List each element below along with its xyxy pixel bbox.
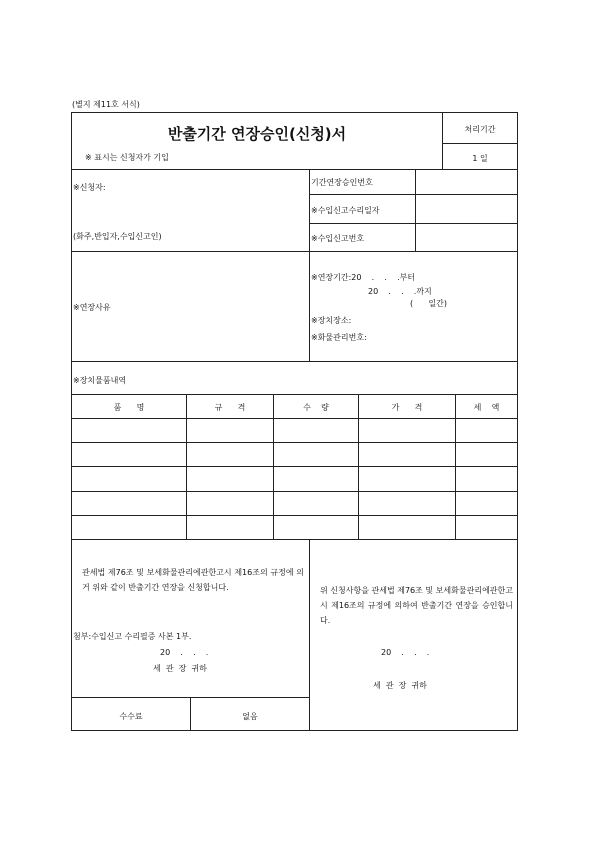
column-header-tax: 세 액 bbox=[473, 403, 500, 412]
frame-bottom bbox=[71, 730, 518, 731]
declaration-date: 20 . . . bbox=[160, 648, 209, 657]
document-title: 반출기간 연장승인(신청)서 bbox=[167, 125, 347, 143]
processing-divider bbox=[442, 143, 518, 144]
extension-reason-label: ※연장사유 bbox=[73, 303, 111, 312]
goods-header-top bbox=[71, 394, 518, 395]
column-header-name: 품 명 bbox=[113, 403, 145, 412]
applicant-divider bbox=[309, 169, 310, 251]
right-fields-divider bbox=[415, 169, 416, 251]
frame-right bbox=[517, 112, 518, 731]
goods-table-bottom bbox=[71, 539, 518, 540]
frame-top bbox=[71, 112, 518, 113]
declaration-text: 관세법 제76조 및 보세화물관리에관한고시 제16조의 규정에 의거 위와 같이 반출기간 연장을 신청합니다. bbox=[82, 568, 304, 592]
extension-period-days: ( 일간) bbox=[410, 299, 447, 308]
goods-row-line-3 bbox=[71, 466, 518, 467]
section-line-3 bbox=[71, 361, 518, 362]
processing-period-value: 1 일 bbox=[472, 154, 488, 163]
applicant-sub-label: (화주,반입자,수입신고인) bbox=[73, 232, 162, 241]
column-header-price: 가 격 bbox=[391, 403, 423, 412]
cargo-number-label: ※화물관리번호: bbox=[311, 333, 367, 342]
goods-col-line-1 bbox=[186, 394, 187, 539]
goods-row-line-1 bbox=[71, 418, 518, 419]
processing-period-label: 처리기간 bbox=[464, 125, 496, 134]
form-id: (별지 제11호 서식) bbox=[72, 100, 140, 109]
declaration-number-label: ※수입신고번호 bbox=[311, 234, 365, 243]
approval-addressee: 세 관 장 귀하 bbox=[373, 681, 427, 690]
goods-col-line-3 bbox=[358, 394, 359, 539]
reason-divider bbox=[309, 251, 310, 361]
extension-period-line-2: 20 . . .까지 bbox=[368, 287, 432, 296]
section-line-2 bbox=[71, 251, 518, 252]
extension-period-line-1: ※연장기간:20 . . .부터 bbox=[311, 273, 416, 282]
declaration-addressee: 세 관 장 귀하 bbox=[153, 664, 207, 673]
right-field-line-2 bbox=[309, 223, 518, 224]
declaration-divider bbox=[309, 539, 310, 730]
approval-date: 20 . . . bbox=[381, 648, 430, 657]
column-header-quantity: 수 량 bbox=[303, 403, 329, 412]
approval-number-label: 기간연장승인번호 bbox=[311, 178, 373, 187]
goods-col-line-4 bbox=[455, 394, 456, 539]
goods-row-line-4 bbox=[71, 491, 518, 492]
fee-label: 수수료 bbox=[119, 712, 143, 721]
storage-location-label: ※장치장소: bbox=[311, 316, 352, 325]
frame-left bbox=[71, 112, 72, 731]
goods-row-line-2 bbox=[71, 442, 518, 443]
applicant-label: ※신청자: bbox=[73, 183, 106, 192]
goods-col-line-2 bbox=[273, 394, 274, 539]
goods-section-title: ※장치물품내역 bbox=[73, 376, 127, 385]
instruction-note: ※ 표시는 신청자가 기입 bbox=[85, 153, 169, 162]
acceptance-date-label: ※수입신고수리일자 bbox=[311, 206, 380, 215]
section-line-1 bbox=[71, 169, 518, 170]
fee-value: 없음 bbox=[242, 712, 258, 721]
goods-row-line-5 bbox=[71, 515, 518, 516]
column-header-spec: 규 격 bbox=[214, 403, 246, 412]
right-field-line-1 bbox=[309, 194, 518, 195]
approval-text: 위 신청사항을 관세법 제76조 및 보세화물관리에관한고시 제16조의 규정에 의하여 반출기간 연장을 승인합니다. bbox=[320, 586, 513, 625]
attachment-text: 첨부:수입신고 수리필증 사본 1부. bbox=[73, 632, 192, 641]
